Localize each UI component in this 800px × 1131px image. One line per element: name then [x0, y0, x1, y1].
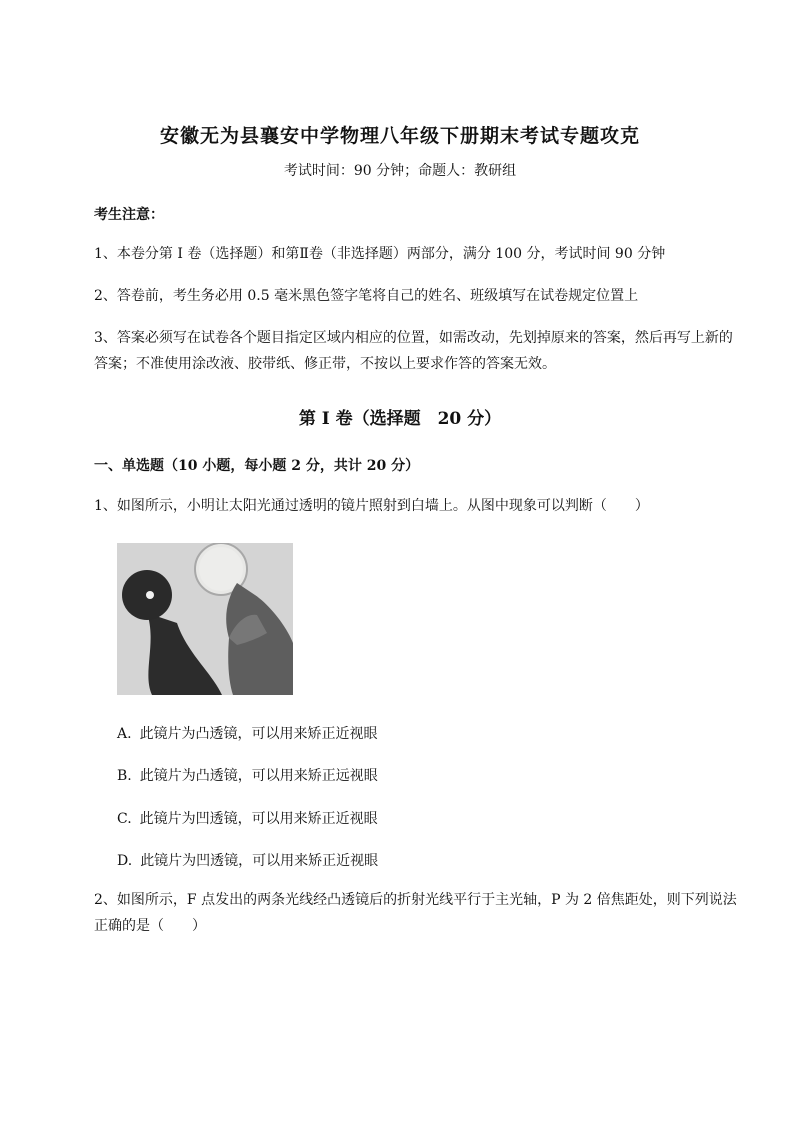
option-text: 此镜片为凹透镜，可以用来矫正近视眼 [139, 811, 378, 827]
notes-heading: 考生注意： [94, 207, 164, 223]
note-3: 3、答案必须写在试卷各个题目指定区域内相应的位置，如需改动，先划掉原来的答案，然后再写上新的答案；不准使用涂改液、胶带纸、修正带，不按以上要求作答的答案无效。 [94, 330, 733, 372]
q1-option-c[interactable] [117, 808, 378, 828]
section-title: 第 I 卷（选择题 20 分） [298, 409, 502, 429]
option-letter: D. [117, 853, 133, 869]
question-1-stem: 1、如图所示，小明让太阳光通过透明的镜片照射到白墙上。从图中现象可以判断（ ） [94, 498, 649, 514]
option-letter: B. [117, 768, 132, 784]
option-text: 此镜片为凹透镜，可以用来矫正近视眼 [140, 853, 379, 869]
q1-option-a[interactable] [117, 723, 378, 743]
question-2-stem: 2、如图所示，F 点发出的两条光线经凸透镜后的折射光线平行于主光轴，P 为 2 倍焦距处，则下列说法正确的是（ ） [94, 892, 737, 934]
exam-title: 安徽无为县襄安中学物理八年级下册期末考试专题攻克 [159, 125, 640, 147]
note-1: 1、本卷分第 I 卷（选择题）和第Ⅱ卷（非选择题）两部分，满分 100 分，考试时间 90 分钟 [94, 246, 666, 262]
option-letter: C. [117, 811, 132, 827]
q1-option-d[interactable] [117, 850, 378, 870]
option-text: 此镜片为凸透镜，可以用来矫正远视眼 [139, 768, 378, 784]
exam-subtitle: 考试时间：90 分钟；命题人：教研组 [283, 163, 517, 179]
option-letter: A. [117, 726, 132, 742]
lens-photo [117, 543, 293, 695]
option-text: 此镜片为凸透镜，可以用来矫正近视眼 [139, 726, 378, 742]
note-2: 2、答卷前，考生务必用 0.5 毫米黑色签字笔将自己的姓名、班级填写在试卷规定位置上 [94, 288, 639, 304]
section-subheading: 一、单选题（10 小题，每小题 2 分，共计 20 分） [94, 458, 420, 474]
q1-option-b[interactable] [117, 765, 378, 785]
